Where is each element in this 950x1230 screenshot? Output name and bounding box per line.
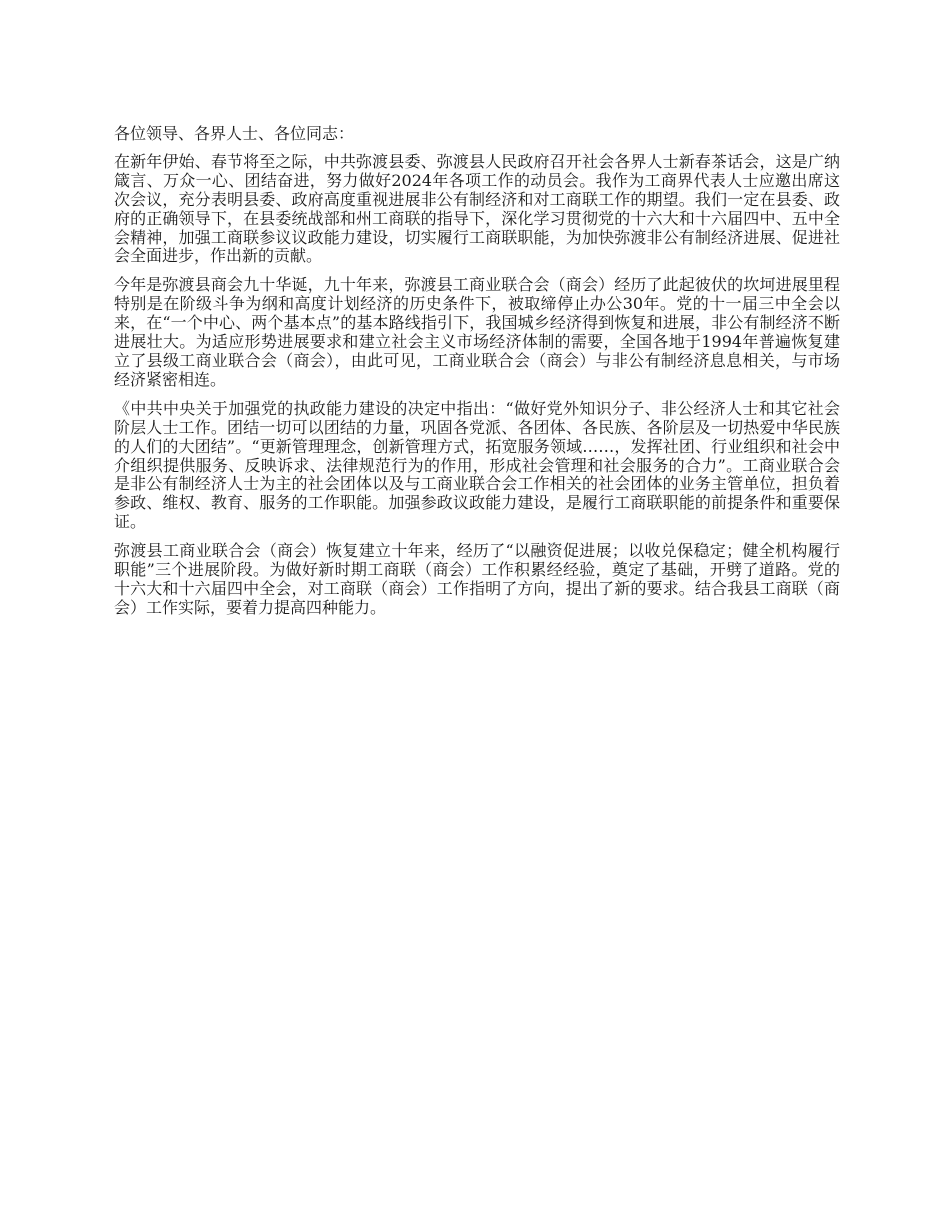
paragraph-policy-quote: 《中共中央关于加强党的执政能力建设的决定中指出：“做好党外知识分子、非公经济人士和其它社会阶层人士工作。团结一切可以团结的力量，巩固各党派、各团体、各民族、各阶层及一切热爱中华民族的人们的大团结”。“更新管理理念，创新管理方式，拓宽服务领域……，发挥社团、行业组织和社会中介组织提供服务、反映诉求、法律规范行为的作用，形成社会管理和社会服务的合力”。工商业联合会是非公有制经济人士为主的社会团体以及与工商业联合会工作相关的社会团体的业务主管单位，担负着参政、维权、教育、服务的工作职能。加强参政议政能力建设，是履行工商联职能的前提条件和重要保证。 (114, 398, 840, 532)
document-body (114, 125, 840, 628)
paragraph-development-stages: 弥渡县工商业联合会（商会）恢复建立十年来，经历了“以融资促进展；以收兑保稳定；健全机构履行职能”三个进展阶段。为做好新时期工商联（商会）工作积累经经验，奠定了基础，开劈了道路。党的十六大和十六届四中全会，对工商联（商会）工作指明了方向，提出了新的要求。结合我县工商联（商会）工作实际，要着力提高四种能力。 (114, 541, 840, 617)
salutation: 各位领导、各界人士、各位同志： (114, 124, 355, 143)
paragraph-history: 今年是弥渡县商会九十华诞，九十年来，弥渡县工商业联合会（商会）经历了此起彼伏的坎坷进展里程特别是在阶级斗争为纲和高度计划经济的历史条件下，被取缔停止办公30年。党的十一届三中全会以来，在“一个中心、两个基本点”的基本路线指引下，我国城乡经济得到恢复和进展，非公有制经济不断进展壮大。为适应形势进展要求和建立社会主义市场经济体制的需要，全国各地于1994年普遍恢复建立了县级工商业联合会（商会），由此可见，工商业联合会（商会）与非公有制经济息息相关，与市场经济紧密相连。 (114, 275, 840, 389)
paragraph-opening: 在新年伊始、春节将至之际，中共弥渡县委、弥渡县人民政府召开社会各界人士新春茶话会，这是广纳箴言、万众一心、团结奋进，努力做好2024年各项工作的动员会。我作为工商界代表人士应邀出席这次会议，充分表明县委、政府高度重视进展非公有制经济和对工商联工作的期望。我们一定在县委、政府的正确领导下，在县委统战部和州工商联的指导下，深化学习贯彻党的十六大和十六届四中、五中全会精神，加强工商联参议议政能力建设，切实履行工商联职能，为加快弥渡非公有制经济进展、促进社会全面进步，作出新的贡献。 (114, 151, 840, 266)
